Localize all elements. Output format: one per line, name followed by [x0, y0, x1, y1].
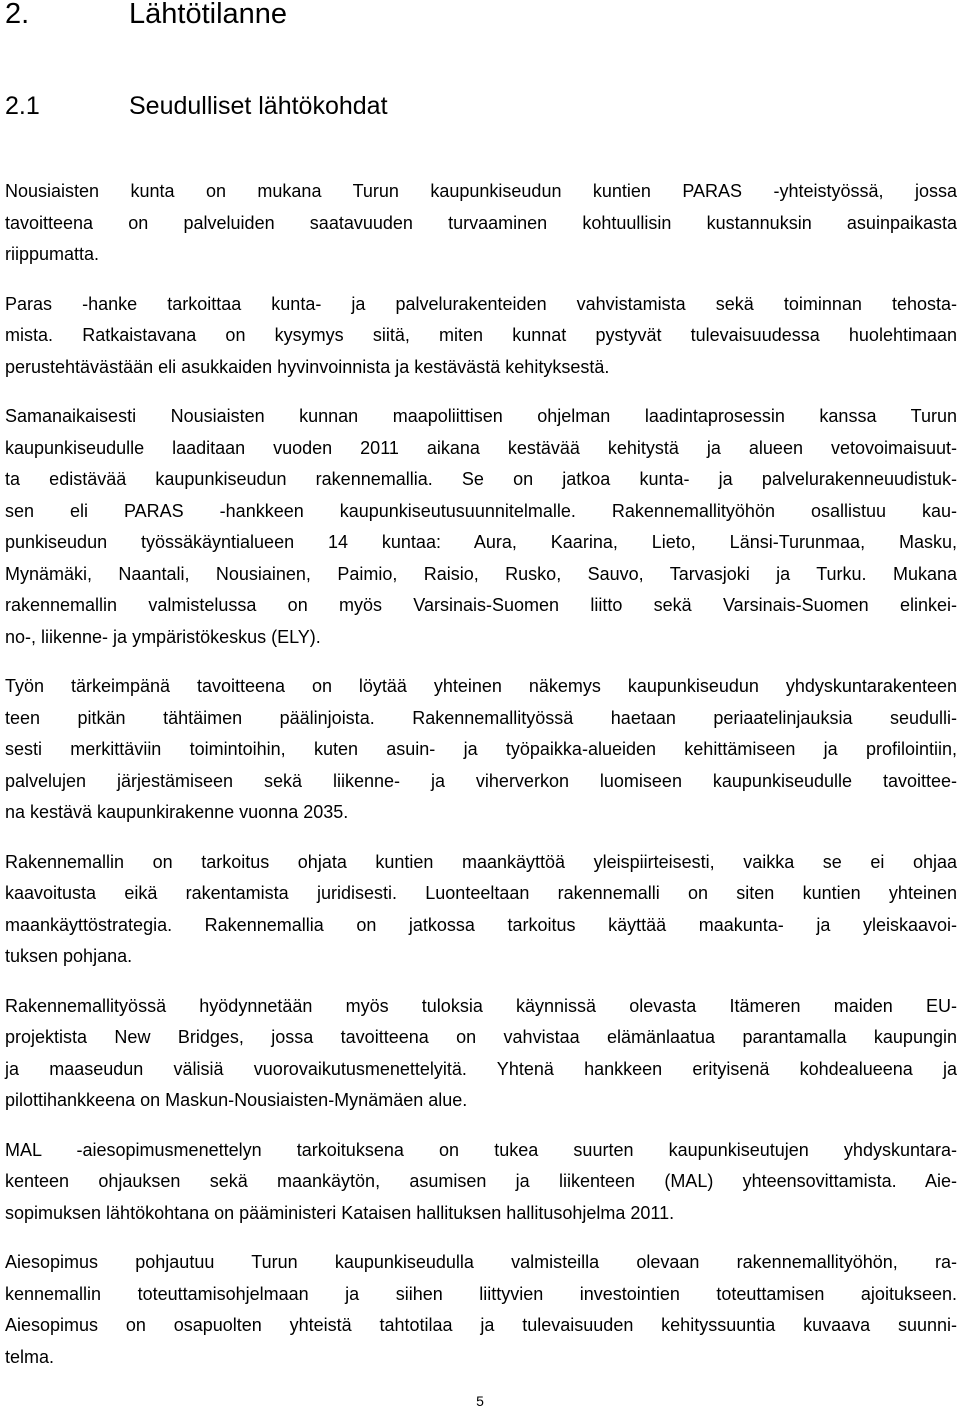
body-text	[5, 176, 957, 1391]
paragraph-8	[5, 1247, 957, 1373]
text-line: Rakennemallityössä hyödynnetään myös tuloksia käynnissä olevasta Itämeren maiden EU-	[5, 995, 957, 1016]
text-line: Samanaikaisesti Nousiaisten kunnan maapoliittisen ohjelman laadintaprosessin kanssa Turun	[5, 406, 957, 426]
text-line: kaavoitusta eikä rakentamista juridisesti. Luonteeltaan rakennemalli on siten kuntien yhteinen	[5, 883, 957, 903]
paragraph-7	[5, 1135, 957, 1230]
text-line: Paras -hanke tarkoittaa kunta- ja palvelurakenteiden vahvistamista sekä toiminnan tehosta-	[5, 293, 957, 314]
text-line: kaupunkiseudulle laaditaan vuoden 2011 aikana kestävää kehitystä ja alueen vetovoimaisuut-	[5, 437, 957, 458]
text-line: tavoitteena on palveluiden saatavuuden turvaaminen kohtuullisin kustannuksin asuinpaikasta	[5, 212, 957, 233]
section-heading	[5, 90, 388, 122]
text-line: sopimuksen lähtökohtana on pääministeri Kataisen hallituksen hallitusohjelma 2011.	[5, 1202, 675, 1223]
section-number: 2.1	[5, 92, 40, 120]
paragraph-5	[5, 847, 957, 973]
chapter-number: 2.	[5, 0, 30, 30]
text-line: teen pitkän tähtäimen päälinjoista. Rakennemallityössä haetaan periaatelinjauksia seudulli-	[5, 707, 957, 728]
text-line: ta edistävää kaupunkiseudun rakennemallia. Se on jatkoa kunta- ja palvelurakenneuudistuk-	[5, 469, 957, 489]
text-line: Rakennemallin on tarkoitus ohjata kuntien maankäyttöä yleispiirteisesti, vaikka se ei ohjaa	[5, 851, 957, 872]
paragraph-4	[5, 671, 957, 829]
text-line: sen eli PARAS -hankkeen kaupunkiseutusuunnitelmalle. Rakennemallityöhön osallistuu kau-	[5, 500, 957, 521]
section-title: Seudulliset lähtökohdat	[129, 92, 388, 120]
text-line: maankäyttöstrategia. Rakennemallia on jatkossa tarkoitus käyttää maakunta- ja yleiskaavoi-	[5, 914, 957, 935]
paragraph-1	[5, 176, 957, 271]
paragraph-2	[5, 289, 957, 384]
text-line: punkiseudun työssäkäyntialueen 14 kuntaa: Aura, Kaarina, Lieto, Länsi-Turunmaa, Masku,	[5, 532, 957, 552]
text-line: perustehtävästään eli asukkaiden hyvinvoinnista ja kestävästä kehityksestä.	[5, 356, 610, 377]
text-line: no-, liikenne- ja ympäristökeskus (ELY).	[5, 626, 321, 647]
text-line: MAL -aiesopimusmenettelyn tarkoituksena on tukea suurten kaupunkiseutujen yhdyskuntara-	[5, 1139, 957, 1160]
page-number: 5	[476, 1393, 484, 1409]
text-line: riippumatta.	[5, 244, 100, 264]
text-line: Mynämäki, Naantali, Nousiainen, Paimio, Raisio, Rusko, Sauvo, Tarvasjoki ja Turku. Mukana	[5, 563, 957, 584]
text-line: sesti merkittäviin toimintoihin, kuten asuin- ja työpaikka-alueiden kehittämiseen ja profilointiin,	[5, 739, 957, 759]
text-line: Työn tärkeimpänä tavoitteena on löytää yhteinen näkemys kaupunkiseudun yhdyskuntarakenteen	[5, 676, 957, 696]
text-line: rakennemallin valmistelussa on myös Varsinais-Suomen liitto sekä Varsinais-Suomen elinkei-	[5, 595, 957, 615]
text-line: kennemallin toteuttamisohjelmaan ja siihen liittyvien investointien toteuttamisen ajoitukseen.	[5, 1283, 957, 1304]
text-line: na kestävä kaupunkirakenne vuonna 2035.	[5, 802, 349, 822]
text-line: kenteen ohjauksen sekä maankäytön, asumisen ja liikenteen (MAL) yhteensovittamista. Aie-	[5, 1171, 957, 1191]
text-line: ja maaseudun välisiä vuorovaikutusmenettelyitä. Yhtenä hankkeen erityisenä kohdealueena ja	[5, 1058, 957, 1079]
chapter-heading	[5, 0, 287, 32]
text-line: telma.	[5, 1346, 55, 1367]
text-line: projektista New Bridges, jossa tavoitteena on vahvistaa elämänlaatua parantamalla kaupungin	[5, 1027, 957, 1047]
text-line: Aiesopimus on osapuolten yhteistä tahtotilaa ja tulevaisuuden kehityssuuntia kuvaava suunni-	[5, 1315, 957, 1335]
text-line: pilottihankkeena on Maskun-Nousiaisten-Mynämäen alue.	[5, 1090, 468, 1110]
text-line: Aiesopimus pohjautuu Turun kaupunkiseudulla valmisteilla olevaan rakennemallityöhön, ra-	[5, 1252, 957, 1272]
text-line: palvelujen järjestämiseen sekä liikenne- ja viherverkon luomiseen kaupunkiseudulle tavoittee-	[5, 770, 957, 791]
text-line: tuksen pohjana.	[5, 946, 133, 966]
chapter-title: Lähtötilanne	[129, 0, 288, 30]
paragraph-3	[5, 401, 957, 653]
text-line: Nousiaisten kunta on mukana Turun kaupunkiseudun kuntien PARAS -yhteistyössä, jossa	[5, 181, 957, 201]
text-line: mista. Ratkaistavana on kysymys siitä, miten kunnat pystyvät tulevaisuudessa huolehtimaan	[5, 325, 957, 345]
paragraph-6	[5, 991, 957, 1117]
